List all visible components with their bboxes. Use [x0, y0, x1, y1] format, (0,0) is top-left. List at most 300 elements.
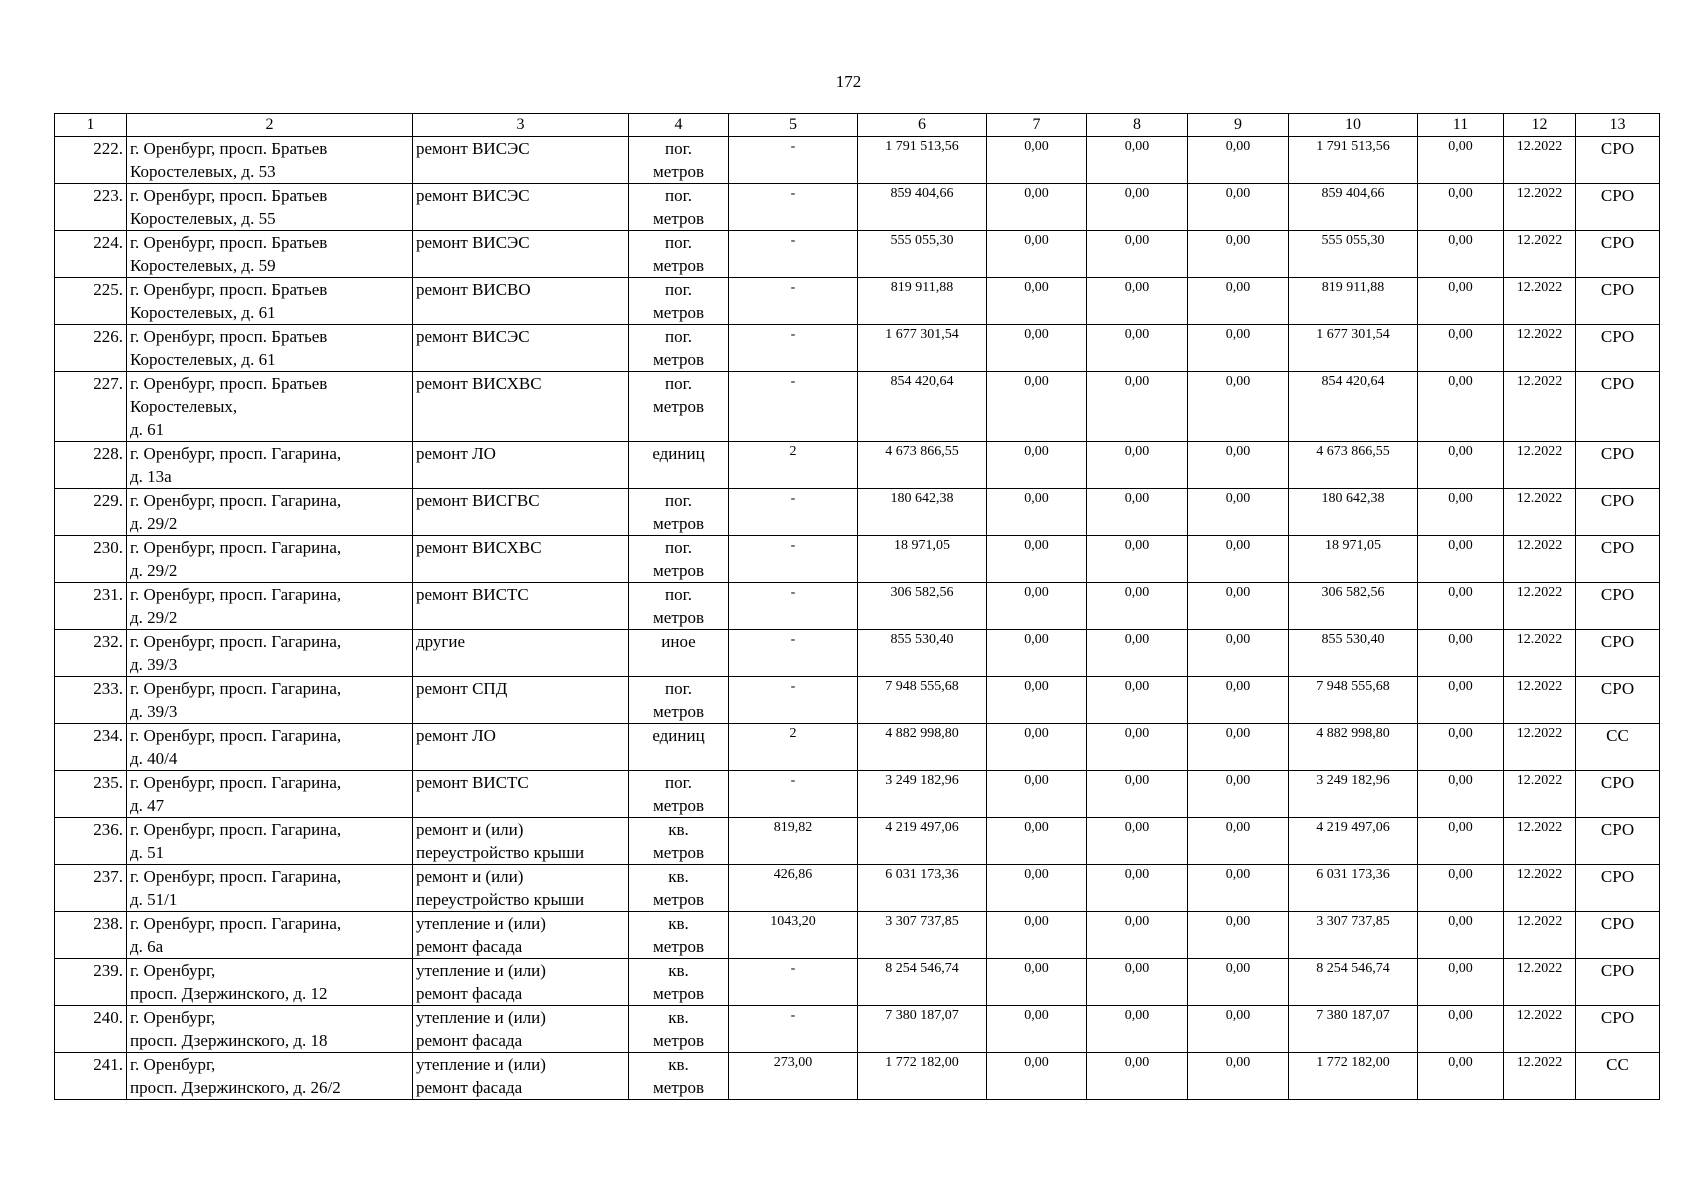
address-cell-line: д. 51 [130, 843, 165, 862]
work-type-cell [413, 489, 629, 536]
col7-cell: 0,00 [987, 372, 1087, 442]
address-cell-line: Коростелевых, [130, 397, 238, 416]
col7-cell: 0,00 [987, 818, 1087, 865]
completion-date-cell: 12.2022 [1504, 771, 1576, 818]
row-number-cell: 231. [55, 583, 127, 630]
col8-cell: 0,00 [1087, 724, 1188, 771]
col10-cell: 6 031 173,36 [1289, 865, 1418, 912]
address-cell [127, 630, 413, 677]
col8-cell: 0,00 [1087, 677, 1188, 724]
address-cell-line: г. Оренбург, просп. Гагарина, [130, 679, 342, 698]
address-cell-line: просп. Дзержинского, д. 18 [130, 1031, 328, 1050]
quantity-cell: 2 [729, 724, 858, 771]
address-cell [127, 771, 413, 818]
quantity-cell: 1043,20 [729, 912, 858, 959]
work-type-cell-line: другие [416, 632, 466, 651]
funding-source-cell: СРО [1576, 489, 1660, 536]
funding-source-cell: СС [1576, 724, 1660, 771]
col9-cell: 0,00 [1188, 442, 1289, 489]
address-cell-line: г. Оренбург, просп. Братьев [130, 139, 328, 158]
col8-cell: 0,00 [1087, 1053, 1188, 1100]
col10-cell: 4 882 998,80 [1289, 724, 1418, 771]
header-cell: 6 [858, 114, 987, 137]
quantity-cell: - [729, 278, 858, 325]
funding-source-cell: СРО [1576, 536, 1660, 583]
unit-cell-line: метров [653, 1031, 704, 1050]
completion-date-cell: 12.2022 [1504, 231, 1576, 278]
header-cell: 3 [413, 114, 629, 137]
col10-cell: 1 677 301,54 [1289, 325, 1418, 372]
address-cell [127, 724, 413, 771]
funding-source-cell: СРО [1576, 137, 1660, 184]
work-type-cell-line: ремонт ВИСВО [416, 280, 531, 299]
col7-cell: 0,00 [987, 1053, 1087, 1100]
table-row [55, 442, 1660, 489]
total-cost-cell: 8 254 546,74 [858, 959, 987, 1006]
col7-cell: 0,00 [987, 630, 1087, 677]
unit-cell [629, 677, 729, 724]
row-number-cell: 234. [55, 724, 127, 771]
unit-cell-line: единиц [652, 726, 705, 745]
col10-cell: 4 219 497,06 [1289, 818, 1418, 865]
address-cell [127, 325, 413, 372]
header-cell: 1 [55, 114, 127, 137]
row-number-cell: 229. [55, 489, 127, 536]
col7-cell: 0,00 [987, 912, 1087, 959]
work-type-cell [413, 442, 629, 489]
work-type-cell [413, 583, 629, 630]
col11-cell: 0,00 [1418, 583, 1504, 630]
work-type-cell-line: ремонт ВИСТС [416, 585, 529, 604]
funding-source-cell: СРО [1576, 865, 1660, 912]
address-cell [127, 583, 413, 630]
address-cell [127, 372, 413, 442]
total-cost-cell: 1 791 513,56 [858, 137, 987, 184]
quantity-cell: 426,86 [729, 865, 858, 912]
quantity-cell: - [729, 137, 858, 184]
unit-cell-line: метров [653, 256, 704, 275]
col9-cell: 0,00 [1188, 771, 1289, 818]
address-cell-line: г. Оренбург, просп. Гагарина, [130, 491, 342, 510]
col9-cell: 0,00 [1188, 536, 1289, 583]
total-cost-cell: 3 307 737,85 [858, 912, 987, 959]
total-cost-cell: 855 530,40 [858, 630, 987, 677]
col11-cell: 0,00 [1418, 959, 1504, 1006]
row-number-cell: 241. [55, 1053, 127, 1100]
address-cell-line: г. Оренбург, просп. Гагарина, [130, 820, 342, 839]
funding-source-cell: СРО [1576, 184, 1660, 231]
work-type-cell-line: утепление и (или) [416, 1055, 546, 1074]
unit-cell [629, 489, 729, 536]
address-cell-line: г. Оренбург, просп. Гагарина, [130, 632, 342, 651]
col9-cell: 0,00 [1188, 912, 1289, 959]
col8-cell: 0,00 [1087, 583, 1188, 630]
completion-date-cell: 12.2022 [1504, 583, 1576, 630]
address-cell-line: г. Оренбург, просп. Гагарина, [130, 867, 342, 886]
total-cost-cell: 555 055,30 [858, 231, 987, 278]
work-type-cell-line: ремонт ВИСХВС [416, 374, 542, 393]
total-cost-cell: 306 582,56 [858, 583, 987, 630]
completion-date-cell: 12.2022 [1504, 677, 1576, 724]
total-cost-cell: 18 971,05 [858, 536, 987, 583]
unit-cell-line: метров [653, 303, 704, 322]
header-row [55, 114, 1660, 137]
funding-source-cell: СРО [1576, 278, 1660, 325]
unit-cell [629, 724, 729, 771]
address-cell-line: г. Оренбург, просп. Гагарина, [130, 538, 342, 557]
address-cell-line: г. Оренбург, [130, 1055, 216, 1074]
table-row [55, 372, 1660, 442]
completion-date-cell: 12.2022 [1504, 489, 1576, 536]
quantity-cell: - [729, 231, 858, 278]
address-cell [127, 818, 413, 865]
address-cell-line: г. Оренбург, просп. Гагарина, [130, 726, 342, 745]
quantity-cell: - [729, 536, 858, 583]
address-cell-line: г. Оренбург, просп. Гагарина, [130, 585, 342, 604]
unit-cell [629, 771, 729, 818]
col8-cell: 0,00 [1087, 231, 1188, 278]
address-cell-line: г. Оренбург, просп. Гагарина, [130, 773, 342, 792]
col7-cell: 0,00 [987, 724, 1087, 771]
total-cost-cell: 6 031 173,36 [858, 865, 987, 912]
work-type-cell [413, 865, 629, 912]
unit-cell-line: метров [653, 1078, 704, 1097]
work-type-cell-line: ремонт и (или) [416, 867, 524, 886]
table-row [55, 325, 1660, 372]
unit-cell-line: иное [661, 632, 696, 651]
work-type-cell [413, 1006, 629, 1053]
funding-source-cell: СРО [1576, 372, 1660, 442]
completion-date-cell: 12.2022 [1504, 278, 1576, 325]
quantity-cell: - [729, 1006, 858, 1053]
col9-cell: 0,00 [1188, 1006, 1289, 1053]
col10-cell: 854 420,64 [1289, 372, 1418, 442]
address-cell [127, 278, 413, 325]
col9-cell: 0,00 [1188, 865, 1289, 912]
unit-cell-line: пог. [665, 280, 692, 299]
col7-cell: 0,00 [987, 442, 1087, 489]
unit-cell-line: пог. [665, 773, 692, 792]
address-cell-line: д. 39/3 [130, 702, 178, 721]
work-type-cell [413, 630, 629, 677]
col10-cell: 7 948 555,68 [1289, 677, 1418, 724]
completion-date-cell: 12.2022 [1504, 959, 1576, 1006]
work-type-cell-line: ремонт ВИСЭС [416, 186, 530, 205]
col11-cell: 0,00 [1418, 184, 1504, 231]
col7-cell: 0,00 [987, 865, 1087, 912]
unit-cell-line: метров [653, 890, 704, 909]
col9-cell: 0,00 [1188, 231, 1289, 278]
row-number-cell: 225. [55, 278, 127, 325]
repair-program-table [54, 113, 1660, 1100]
col11-cell: 0,00 [1418, 372, 1504, 442]
col11-cell: 0,00 [1418, 771, 1504, 818]
address-cell [127, 1006, 413, 1053]
work-type-cell [413, 278, 629, 325]
work-type-cell [413, 184, 629, 231]
total-cost-cell: 7 948 555,68 [858, 677, 987, 724]
col7-cell: 0,00 [987, 536, 1087, 583]
header-cell: 8 [1087, 114, 1188, 137]
completion-date-cell: 12.2022 [1504, 1006, 1576, 1053]
col10-cell: 1 791 513,56 [1289, 137, 1418, 184]
work-type-cell-line: ремонт ВИСГВС [416, 491, 540, 510]
table-row [55, 771, 1660, 818]
unit-cell [629, 583, 729, 630]
col9-cell: 0,00 [1188, 325, 1289, 372]
completion-date-cell: 12.2022 [1504, 865, 1576, 912]
total-cost-cell: 819 911,88 [858, 278, 987, 325]
work-type-cell [413, 231, 629, 278]
funding-source-cell: СРО [1576, 442, 1660, 489]
work-type-cell-line: ремонт ЛО [416, 444, 496, 463]
unit-cell-line: кв. [668, 820, 689, 839]
address-cell [127, 1053, 413, 1100]
funding-source-cell: СРО [1576, 1006, 1660, 1053]
unit-cell-line: кв. [668, 1055, 689, 1074]
table-row [55, 1006, 1660, 1053]
unit-cell-line: метров [653, 796, 704, 815]
work-type-cell-line: утепление и (или) [416, 961, 546, 980]
unit-cell-line: пог. [665, 538, 692, 557]
unit-cell [629, 536, 729, 583]
col8-cell: 0,00 [1087, 1006, 1188, 1053]
address-cell-line: просп. Дзержинского, д. 26/2 [130, 1078, 341, 1097]
address-cell [127, 536, 413, 583]
row-number-cell: 228. [55, 442, 127, 489]
header-cell: 9 [1188, 114, 1289, 137]
quantity-cell: - [729, 489, 858, 536]
table-row [55, 724, 1660, 771]
col8-cell: 0,00 [1087, 865, 1188, 912]
col8-cell: 0,00 [1087, 818, 1188, 865]
header-cell: 13 [1576, 114, 1660, 137]
address-cell-line: д. 29/2 [130, 608, 178, 627]
col9-cell: 0,00 [1188, 630, 1289, 677]
work-type-cell-line: ремонт фасада [416, 1078, 523, 1097]
unit-cell-line: пог. [665, 491, 692, 510]
unit-cell-line: пог. [665, 585, 692, 604]
total-cost-cell: 180 642,38 [858, 489, 987, 536]
col9-cell: 0,00 [1188, 583, 1289, 630]
address-cell [127, 677, 413, 724]
unit-cell-line: метров [653, 397, 704, 416]
table-row [55, 818, 1660, 865]
completion-date-cell: 12.2022 [1504, 137, 1576, 184]
table-row [55, 489, 1660, 536]
address-cell [127, 231, 413, 278]
table-row [55, 536, 1660, 583]
total-cost-cell: 7 380 187,07 [858, 1006, 987, 1053]
quantity-cell: 273,00 [729, 1053, 858, 1100]
col11-cell: 0,00 [1418, 1006, 1504, 1053]
work-type-cell-line: ремонт фасада [416, 937, 523, 956]
address-cell [127, 912, 413, 959]
table-row [55, 278, 1660, 325]
quantity-cell: 819,82 [729, 818, 858, 865]
header-cell: 10 [1289, 114, 1418, 137]
unit-cell-line: метров [653, 702, 704, 721]
completion-date-cell: 12.2022 [1504, 442, 1576, 489]
col10-cell: 1 772 182,00 [1289, 1053, 1418, 1100]
address-cell-line: г. Оренбург, просп. Гагарина, [130, 444, 342, 463]
address-cell [127, 442, 413, 489]
quantity-cell: - [729, 325, 858, 372]
col8-cell: 0,00 [1087, 372, 1188, 442]
col11-cell: 0,00 [1418, 489, 1504, 536]
address-cell-line: г. Оренбург, [130, 1008, 216, 1027]
address-cell-line: г. Оренбург, просп. Гагарина, [130, 914, 342, 933]
col7-cell: 0,00 [987, 184, 1087, 231]
table-row [55, 677, 1660, 724]
col8-cell: 0,00 [1087, 137, 1188, 184]
row-number-cell: 239. [55, 959, 127, 1006]
funding-source-cell: СРО [1576, 677, 1660, 724]
work-type-cell [413, 325, 629, 372]
unit-cell-line: кв. [668, 914, 689, 933]
total-cost-cell: 3 249 182,96 [858, 771, 987, 818]
total-cost-cell: 854 420,64 [858, 372, 987, 442]
quantity-cell: - [729, 677, 858, 724]
address-cell-line: д. 47 [130, 796, 165, 815]
col7-cell: 0,00 [987, 959, 1087, 1006]
col11-cell: 0,00 [1418, 442, 1504, 489]
address-cell-line: д. 61 [130, 420, 165, 439]
unit-cell-line: пог. [665, 233, 692, 252]
unit-cell [629, 818, 729, 865]
work-type-cell-line: утепление и (или) [416, 1008, 546, 1027]
address-cell-line: д. 29/2 [130, 561, 178, 580]
unit-cell-line: метров [653, 514, 704, 533]
row-number-cell: 222. [55, 137, 127, 184]
col10-cell: 7 380 187,07 [1289, 1006, 1418, 1053]
work-type-cell-line: ремонт фасада [416, 1031, 523, 1050]
row-number-cell: 233. [55, 677, 127, 724]
work-type-cell-line: ремонт ЛО [416, 726, 496, 745]
header-cell: 4 [629, 114, 729, 137]
unit-cell-line: метров [653, 350, 704, 369]
header-cell: 5 [729, 114, 858, 137]
col9-cell: 0,00 [1188, 724, 1289, 771]
funding-source-cell: СРО [1576, 231, 1660, 278]
unit-cell [629, 137, 729, 184]
total-cost-cell: 859 404,66 [858, 184, 987, 231]
unit-cell [629, 372, 729, 442]
work-type-cell-line: ремонт ВИСТС [416, 773, 529, 792]
col9-cell: 0,00 [1188, 489, 1289, 536]
col8-cell: 0,00 [1087, 489, 1188, 536]
unit-cell-line: кв. [668, 1008, 689, 1027]
unit-cell [629, 442, 729, 489]
col8-cell: 0,00 [1087, 184, 1188, 231]
col9-cell: 0,00 [1188, 959, 1289, 1006]
col7-cell: 0,00 [987, 583, 1087, 630]
unit-cell-line: кв. [668, 961, 689, 980]
table-row [55, 630, 1660, 677]
address-cell-line: г. Оренбург, просп. Братьев [130, 327, 328, 346]
table-row [55, 137, 1660, 184]
completion-date-cell: 12.2022 [1504, 912, 1576, 959]
col9-cell: 0,00 [1188, 372, 1289, 442]
address-cell [127, 137, 413, 184]
row-number-cell: 236. [55, 818, 127, 865]
unit-cell-line: метров [653, 209, 704, 228]
funding-source-cell: СРО [1576, 583, 1660, 630]
address-cell-line: Коростелевых, д. 59 [130, 256, 276, 275]
address-cell [127, 865, 413, 912]
quantity-cell: - [729, 771, 858, 818]
col8-cell: 0,00 [1087, 912, 1188, 959]
row-number-cell: 224. [55, 231, 127, 278]
unit-cell-line: метров [653, 984, 704, 1003]
row-number-cell: 226. [55, 325, 127, 372]
quantity-cell: - [729, 184, 858, 231]
col11-cell: 0,00 [1418, 630, 1504, 677]
row-number-cell: 237. [55, 865, 127, 912]
col8-cell: 0,00 [1087, 325, 1188, 372]
row-number-cell: 238. [55, 912, 127, 959]
unit-cell [629, 1053, 729, 1100]
completion-date-cell: 12.2022 [1504, 372, 1576, 442]
funding-source-cell: СРО [1576, 818, 1660, 865]
unit-cell-line: пог. [665, 186, 692, 205]
col11-cell: 0,00 [1418, 1053, 1504, 1100]
header-cell: 2 [127, 114, 413, 137]
quantity-cell: 2 [729, 442, 858, 489]
completion-date-cell: 12.2022 [1504, 724, 1576, 771]
row-number-cell: 230. [55, 536, 127, 583]
header-cell: 7 [987, 114, 1087, 137]
col11-cell: 0,00 [1418, 724, 1504, 771]
work-type-cell-line: переустройство крыши [416, 843, 585, 862]
work-type-cell [413, 536, 629, 583]
unit-cell [629, 231, 729, 278]
table-row [55, 865, 1660, 912]
work-type-cell-line: ремонт ВИСЭС [416, 139, 530, 158]
col10-cell: 18 971,05 [1289, 536, 1418, 583]
quantity-cell: - [729, 630, 858, 677]
funding-source-cell: СРО [1576, 959, 1660, 1006]
col11-cell: 0,00 [1418, 231, 1504, 278]
total-cost-cell: 1 772 182,00 [858, 1053, 987, 1100]
col8-cell: 0,00 [1087, 536, 1188, 583]
work-type-cell-line: ремонт фасада [416, 984, 523, 1003]
col11-cell: 0,00 [1418, 325, 1504, 372]
address-cell-line: д. 40/4 [130, 749, 178, 768]
col11-cell: 0,00 [1418, 818, 1504, 865]
col8-cell: 0,00 [1087, 771, 1188, 818]
col11-cell: 0,00 [1418, 278, 1504, 325]
col9-cell: 0,00 [1188, 677, 1289, 724]
work-type-cell-line: переустройство крыши [416, 890, 585, 909]
work-type-cell-line: ремонт ВИСЭС [416, 327, 530, 346]
unit-cell [629, 184, 729, 231]
address-cell-line: просп. Дзержинского, д. 12 [130, 984, 328, 1003]
address-cell-line: Коростелевых, д. 61 [130, 350, 276, 369]
funding-source-cell: СРО [1576, 325, 1660, 372]
address-cell-line: г. Оренбург, просп. Братьев [130, 280, 328, 299]
completion-date-cell: 12.2022 [1504, 630, 1576, 677]
page-number: 172 [835, 72, 862, 91]
col10-cell: 8 254 546,74 [1289, 959, 1418, 1006]
col7-cell: 0,00 [987, 489, 1087, 536]
address-cell-line: д. 6а [130, 937, 164, 956]
work-type-cell-line: ремонт ВИСЭС [416, 233, 530, 252]
col10-cell: 3 249 182,96 [1289, 771, 1418, 818]
address-cell-line: г. Оренбург, просп. Братьев [130, 374, 328, 393]
unit-cell-line: метров [653, 162, 704, 181]
col11-cell: 0,00 [1418, 912, 1504, 959]
